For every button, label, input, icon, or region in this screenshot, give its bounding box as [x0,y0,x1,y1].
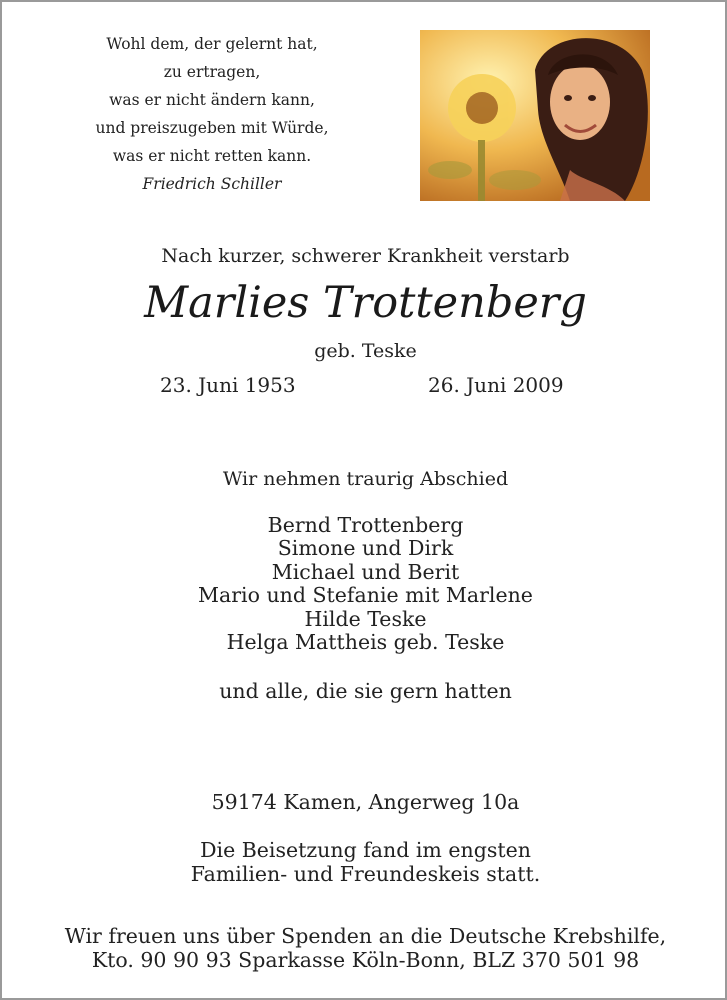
all-who-loved-her: und alle, die sie gern hatten [219,679,512,703]
mourner-name: Hilde Teske [304,606,427,631]
address: 59174 Kamen, Angerweg 10a [211,790,520,814]
mourner-name: Michael und Berit [271,559,460,584]
quote-line: was er nicht retten kann. [112,147,312,165]
mourner-name: Mario und Stefanie mit Marlene [198,583,533,608]
quote-author: Friedrich Schiller [142,175,282,193]
birth-name: geb. Teske [314,340,417,362]
quote-line: und preiszugeben mit Würde, [95,119,329,137]
donation-line: Kto. 90 90 93 Sparkasse Köln-Bonn, BLZ 370 501 98 [91,948,640,972]
portrait-photo-sunflower [420,30,650,201]
deceased-name: Marlies Trottenberg [144,278,587,328]
mourner-name: Helga Mattheis geb. Teske [226,630,505,655]
burial-line: Familien- und Freundeskeis statt. [190,862,541,886]
mourner-name: Bernd Trottenberg [267,513,464,537]
burial-line: Die Beisetzung fand im engsten [200,838,531,862]
burial-notice [2,838,727,886]
schiller-quote [62,30,362,198]
date-of-birth: 23. Juni 1953 [160,373,296,397]
mourner-name: Simone und Dirk [277,536,454,561]
donation-line: Wir freuen uns über Spenden an die Deutsche Krebshilfe, [64,924,667,948]
quote-line: Wohl dem, der gelernt hat, [106,35,318,53]
quote-line: was er nicht ändern kann, [109,91,315,109]
donation-notice [2,924,727,972]
quote-line: zu ertragen, [163,63,261,81]
mourners-list [2,514,727,654]
date-of-death: 26. Juni 2009 [428,373,564,397]
portrait-photo [420,30,650,201]
intro-text: Nach kurzer, schwerer Krankheit verstarb [161,245,570,267]
farewell-text: Wir nehmen traurig Abschied [222,468,509,490]
